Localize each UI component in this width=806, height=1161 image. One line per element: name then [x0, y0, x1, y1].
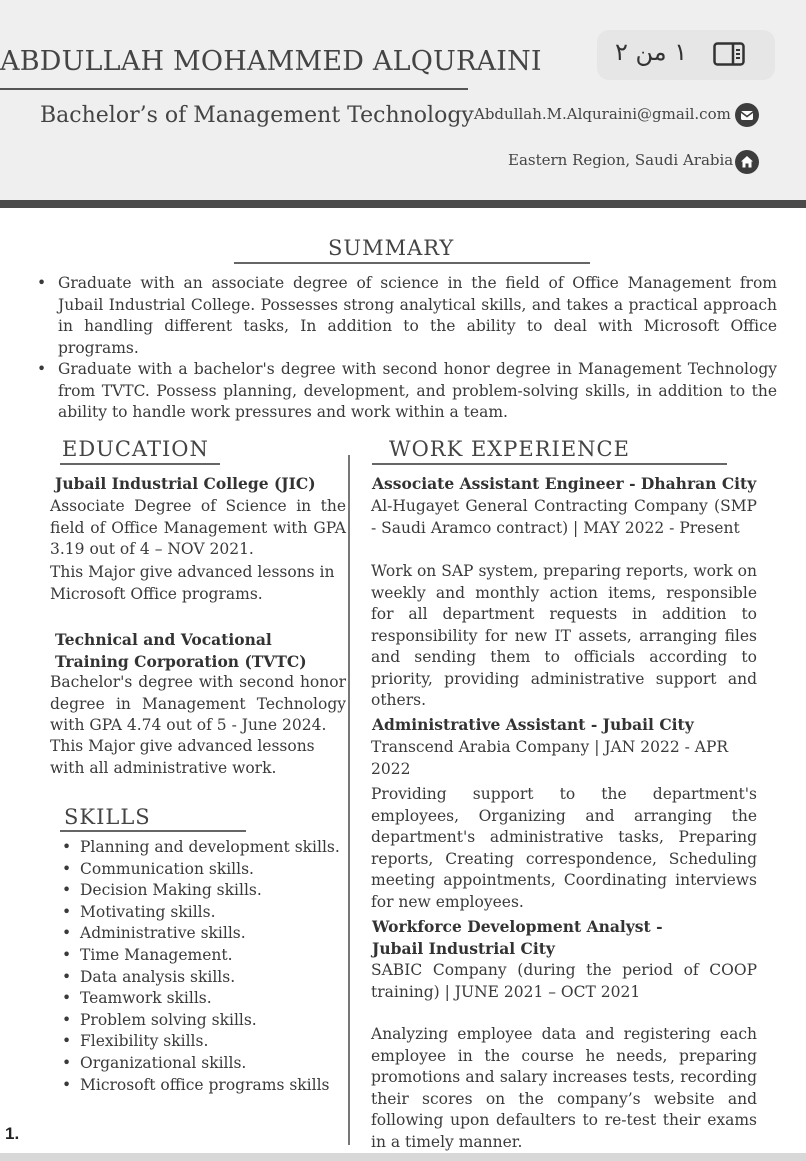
skill-item: • Organizational skills.: [62, 1053, 340, 1075]
summary-heading: SUMMARY: [328, 236, 455, 260]
job-company: Transcend Arabia Company | JAN 2022 - APR 2022: [371, 738, 729, 778]
home-icon: [735, 150, 759, 174]
candidate-name: ABDULLAH MOHAMMED ALQURAINI: [0, 46, 542, 77]
education-description: Bachelor's degree with second honor degree in Management Technology with GPA 4.74 out of 5 - June 2024.: [50, 673, 346, 734]
skill-item: • Planning and development skills.: [62, 837, 340, 859]
job-title: Associate Assistant Engineer - Dhahran City: [372, 474, 757, 493]
job-company: SABIC Company (during the period of COOP training) | JUNE 2021 – OCT 2021: [371, 961, 757, 1001]
contact-email: Abdullah.M.Alquraini@gmail.com: [474, 105, 731, 123]
envelope-icon: [735, 103, 759, 127]
bottom-strip: [0, 1153, 806, 1161]
education-note: This Major give advanced lessons with all administrative work.: [50, 737, 315, 777]
skill-item: • Time Management.: [62, 945, 340, 967]
work-heading-rule: [372, 463, 727, 465]
job-description: Work on SAP system, preparing reports, work on weekly and monthly action items, responsible for all department requests in addition to responsibility for new IT assets, arranging files and sending them to officials according to priority, providing administrative support and others.: [371, 562, 757, 709]
education-heading-rule: [60, 463, 220, 465]
skills-heading: SKILLS: [64, 805, 151, 829]
skill-item: • Problem solving skills.: [62, 1010, 340, 1032]
page-indicator-text: ١ من ٢: [615, 38, 688, 66]
column-divider: [348, 455, 350, 1145]
contact-location: Eastern Region, Saudi Arabia: [508, 151, 734, 169]
job-description: Analyzing employee data and registering each employee in the course he needs, preparing promotions and salary increases tests, recording their scores on the company’s website and following upon defaulters to re-test their exams in a timely manner.: [371, 1025, 757, 1151]
summary-item: • Graduate with an associate degree of science in the field of Office Management from Jubail Industrial College. Possesses strong analytical skills, and takes a practical approach in handling different tasks, In addition to the ability to deal with Microsoft Office programs.: [37, 273, 777, 359]
summary-list: [37, 273, 777, 424]
education-description: Associate Degree of Science in the field of Office Management with GPA 3.19 out of 4 – NOV 2021.: [50, 497, 346, 558]
page-number: 1.: [5, 1124, 20, 1143]
summary-heading-rule: [234, 262, 590, 264]
job-company: Al-Hugayet General Contracting Company (SMP - Saudi Aramco contract) | MAY 2022 - Present: [371, 497, 757, 537]
skill-item: • Microsoft office programs skills: [62, 1075, 340, 1097]
skills-list: [62, 837, 340, 1096]
skill-item: • Motivating skills.: [62, 902, 340, 924]
candidate-degree: Bachelor’s of Management Technology: [40, 103, 474, 128]
skill-item: • Data analysis skills.: [62, 967, 340, 989]
skill-item: • Decision Making skills.: [62, 880, 340, 902]
education-heading: EDUCATION: [62, 437, 209, 461]
header-divider-bar: [0, 200, 806, 208]
job-title: Administrative Assistant - Jubail City: [372, 715, 694, 734]
reader-view-icon[interactable]: [713, 42, 745, 66]
work-heading: WORK EXPERIENCE: [389, 437, 630, 461]
skills-heading-rule: [60, 830, 246, 832]
education-institution: Technical and Vocational Training Corporation (TVTC): [55, 630, 307, 671]
education-institution: Jubail Industrial College (JIC): [55, 474, 316, 493]
job-description: Providing support to the department's employees, Organizing and arranging the department's administrative tasks, Preparing reports, Creating correspondence, Scheduling meeting appointments, Coordinating interviews for new employees.: [371, 785, 757, 911]
education-note: This Major give advanced lessons in Microsoft Office programs.: [50, 563, 335, 603]
job-title: Workforce Development Analyst - Jubail Industrial City: [372, 917, 663, 958]
skill-item: • Teamwork skills.: [62, 988, 340, 1010]
name-underline: [0, 88, 468, 90]
summary-item: • Graduate with a bachelor's degree with second honor degree in Management Technology from TVTC. Possess planning, development, and problem-solving skills, in addition to the ability to handle work pressures and work within a team.: [37, 359, 777, 424]
skill-item: • Flexibility skills.: [62, 1031, 340, 1053]
skill-item: • Communication skills.: [62, 859, 340, 881]
skill-item: • Administrative skills.: [62, 923, 340, 945]
